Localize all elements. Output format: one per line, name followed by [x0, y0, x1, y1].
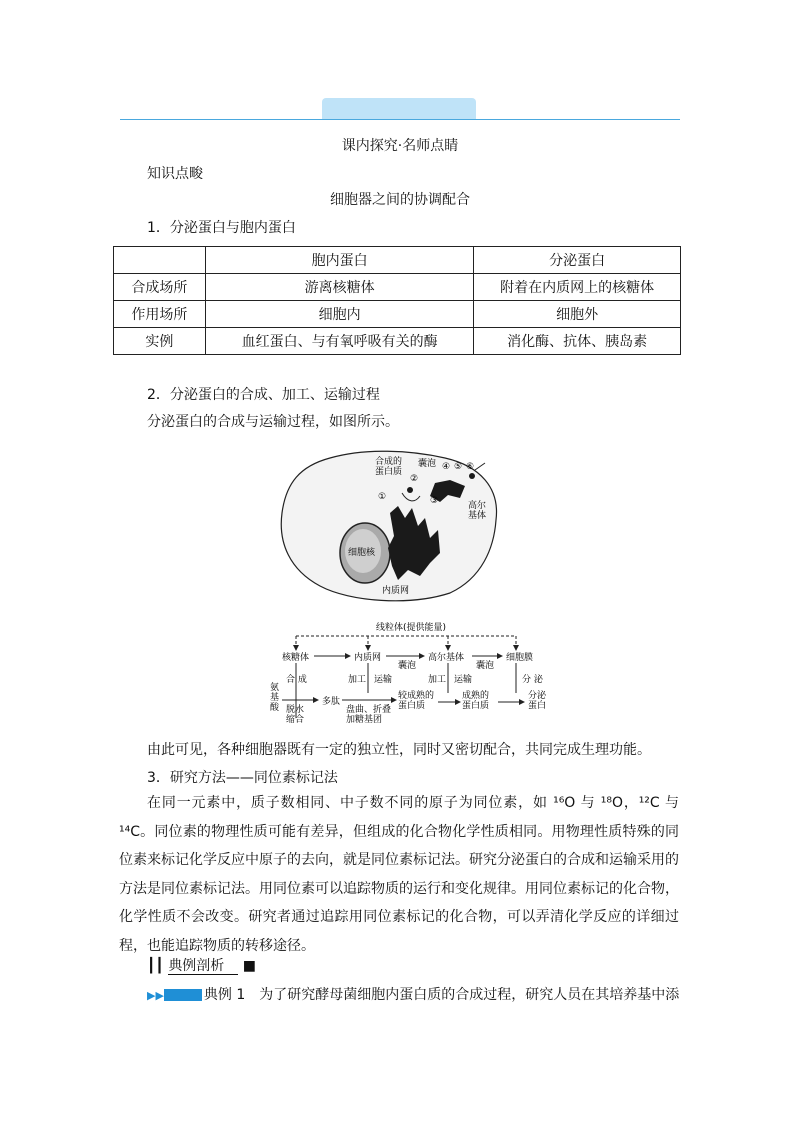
- label-n1: ①: [378, 492, 387, 502]
- knowledge-label: 知识点畯: [147, 166, 203, 182]
- table-header-cell: [114, 247, 206, 274]
- membrane-label: 细胞膜: [506, 653, 534, 663]
- item2-heading: 2．分泌蛋白的合成、加工、运输过程: [147, 387, 380, 403]
- label-n2: ②: [410, 474, 419, 484]
- table-header-cell: 分泌蛋白: [474, 247, 681, 274]
- amino-label-2: 基: [270, 693, 280, 703]
- secreted-label-2: 蛋白: [528, 701, 547, 711]
- secrete-label: 分 泌: [522, 675, 543, 685]
- label-golgi-2: 基体: [468, 511, 487, 521]
- process-label: 加工: [348, 675, 367, 685]
- label-n5: ⑤: [454, 462, 463, 472]
- heading-bars-icon: ┃┃: [147, 958, 164, 974]
- label-golgi: 高尔: [468, 501, 487, 511]
- table-cell: 游离核糖体: [205, 274, 474, 301]
- mito-label: 线粒体(提供能量): [376, 623, 447, 633]
- label-n4: ④: [442, 462, 451, 472]
- double-arrow-icon: ▶▶: [147, 989, 164, 1002]
- process-label: 加工: [428, 675, 447, 685]
- table-cell: 血红蛋白、与有氧呼吸有关的酶: [205, 328, 474, 355]
- immature-label: 较成熟的: [398, 691, 435, 701]
- header-tab: [322, 98, 476, 120]
- ribosome-label: 核糖体: [282, 653, 310, 663]
- table-header-cell: 胞内蛋白: [205, 247, 474, 274]
- table-cell: 合成场所: [114, 274, 206, 301]
- method-paragraph: 在同一元素中，质子数相同、中子数不同的原子为同位素，如 ¹⁶O 与 ¹⁸O，¹²C 与 ¹⁴C。同位素的物理性质可能有差异，但组成的化合物化学性质相同。用物理性质特殊的同位素来标记化学反应中原子的去向，就是同位素标记法。研究分泌蛋白的合成和运输采用的方法是同位素标记法。用同位素可以追踪物质的运行和变化规律。用同位素标记的化合物，化学性质不会改变。研究者通过追踪用同位素标记的化合物，可以弄清化学反应的详细过程，也能追踪物质的转移途径。: [119, 795, 679, 954]
- secretion-flow-diagram: [268, 618, 558, 733]
- secreted-label: 分泌: [528, 691, 547, 701]
- immature-label-2: 蛋白质: [398, 701, 426, 711]
- transport-label: 运输: [374, 675, 393, 685]
- fold-label: 盘曲、折叠: [346, 705, 392, 715]
- table-cell: 细胞内: [205, 301, 474, 328]
- amino-label-3: 酸: [270, 703, 280, 713]
- protein-comparison-table: [113, 246, 681, 355]
- example-heading-row: [147, 956, 256, 976]
- peptide-label: 多肽: [322, 697, 341, 707]
- label-n3: ③: [430, 496, 439, 506]
- label-synth-protein: 合成的: [375, 457, 403, 467]
- table-row: [114, 301, 681, 328]
- example-heading: 典例剖析: [168, 958, 238, 975]
- process-intro: 分泌蛋白的合成与运输过程，如图所示。: [147, 414, 399, 430]
- item1-heading: 1．分泌蛋白与胞内蛋白: [147, 220, 296, 236]
- example-text: 为了研究酵母菌细胞内蛋白质的合成过程，研究人员在其培养基中添: [259, 987, 680, 1003]
- condense-label: 缩合: [286, 715, 305, 725]
- synth-label: 合 成: [286, 675, 307, 685]
- example-label: 典例 1: [203, 987, 246, 1003]
- topic-title: 细胞器之间的协调配合: [330, 192, 470, 208]
- transport-label: 运输: [454, 675, 473, 685]
- table-header-row: [114, 247, 681, 274]
- table-cell: 作用场所: [114, 301, 206, 328]
- conclusion-text: 由此可见，各种细胞器既有一定的独立性，同时又密切配合，共同完成生理功能。: [147, 742, 651, 758]
- amino-label: 氨: [270, 683, 280, 693]
- example-line: [147, 985, 687, 1006]
- item3-heading: 3．研究方法——同位素标记法: [147, 770, 338, 786]
- header-rule: [120, 119, 680, 120]
- dehydrate-label: 脱水: [286, 705, 305, 715]
- table-row: [114, 328, 681, 355]
- vesicle-flow-label: 囊泡: [476, 661, 495, 671]
- mature-label: 成熟的: [462, 691, 490, 701]
- vesicle-dot: [407, 487, 413, 493]
- glyco-label: 加糖基团: [346, 715, 383, 725]
- example-tag: [164, 989, 202, 1001]
- table-cell: 细胞外: [474, 301, 681, 328]
- table-row: [114, 274, 681, 301]
- cell-diagram: [270, 448, 510, 603]
- label-vesicle: 囊泡: [418, 459, 437, 469]
- vesicle-flow-label: 囊泡: [398, 661, 417, 671]
- table-cell: 附着在内质网上的核糖体: [474, 274, 681, 301]
- er-flow-label: 内质网: [354, 653, 382, 663]
- secretion-arrow: [475, 463, 485, 470]
- golgi-flow-label: 高尔基体: [428, 653, 465, 663]
- label-synth-protein-2: 蛋白质: [375, 467, 403, 477]
- table-cell: 消化酶、抗体、胰岛素: [474, 328, 681, 355]
- section-title: 课内探究·名师点睛: [341, 138, 459, 154]
- label-er: 内质网: [382, 586, 410, 596]
- label-n6: ⑥: [466, 462, 475, 472]
- vesicle-dot: [469, 473, 475, 479]
- mature-label-2: 蛋白质: [462, 701, 490, 711]
- square-icon: ■: [242, 958, 256, 974]
- label-nucleus: 细胞核: [348, 548, 376, 558]
- table-cell: 实例: [114, 328, 206, 355]
